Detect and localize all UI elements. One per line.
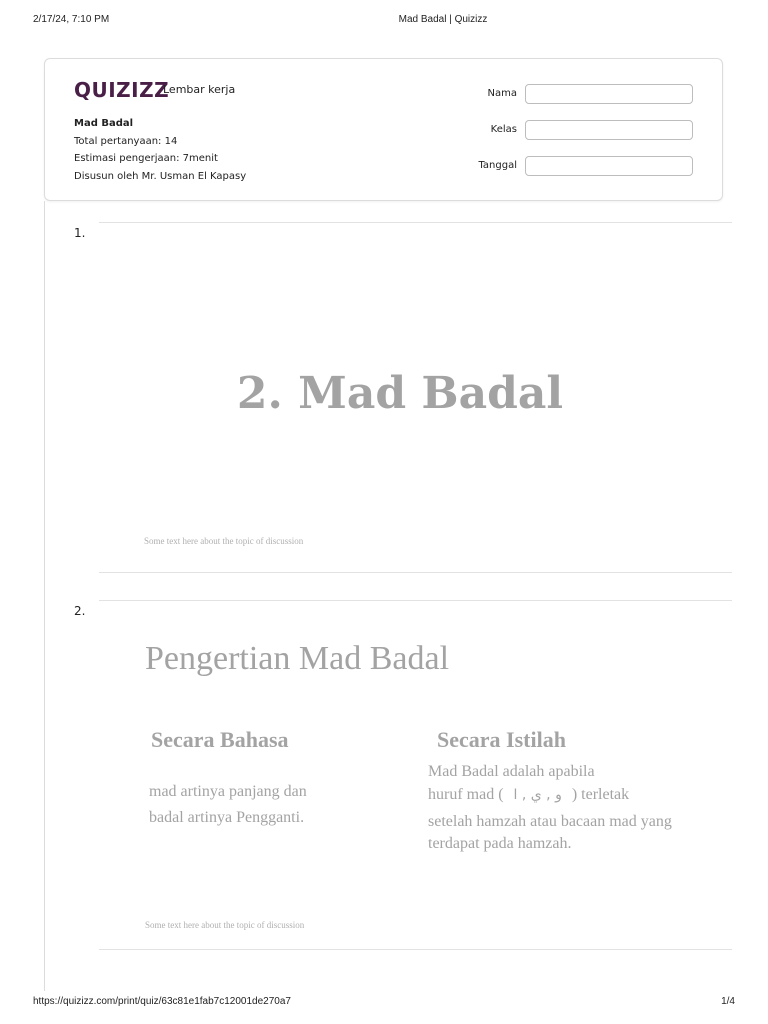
author: Disusun oleh Mr. Usman El Kapasy	[74, 170, 247, 182]
name-input[interactable]	[525, 84, 693, 104]
quiz-meta	[74, 115, 246, 185]
print-page-number: 1/4	[721, 996, 735, 1007]
slide-bottom-border	[99, 572, 732, 573]
worksheet-label: Lembar kerja	[163, 83, 236, 96]
slide-caption: Some text here about the topic of discussion	[144, 536, 304, 546]
text-line: mad artinya panjang dan	[149, 783, 307, 800]
slide-title: Pengertian Mad Badal	[145, 640, 450, 677]
left-margin-rule	[44, 201, 45, 991]
text-line: terdapat pada hamzah.	[428, 835, 572, 852]
slide-title: 2. Mad Badal	[236, 368, 564, 419]
text-fragment: huruf mad (	[428, 786, 504, 803]
slide-caption: Some text here about the topic of discussion	[145, 920, 305, 930]
column-heading-bahasa: Secara Bahasa	[151, 727, 289, 752]
print-url: https://quizizz.com/print/quiz/63c81e1fab7c12001de270a7	[33, 996, 291, 1007]
column-text-bahasa	[149, 779, 307, 831]
date-label: Tanggal	[478, 160, 517, 171]
text-line: Mad Badal adalah apabila	[428, 763, 595, 780]
question-number: 2.	[74, 604, 86, 618]
question-number: 1.	[74, 226, 86, 240]
arabic-letters: و , ي , ا	[513, 787, 562, 803]
estimated-time: Estimasi pengerjaan: 7menit	[74, 153, 218, 164]
text-line: badal artinya Pengganti.	[149, 809, 305, 826]
total-questions: Total pertanyaan: 14	[74, 135, 178, 147]
slide-top-border	[99, 222, 732, 223]
print-page-title: Mad Badal | Quizizz	[398, 14, 488, 25]
quizizz-logo: QUIZIZZ	[74, 78, 170, 102]
print-footer	[0, 996, 768, 1010]
column-heading-istilah: Secara Istilah	[437, 727, 566, 752]
print-header	[0, 14, 768, 30]
class-label: Kelas	[490, 124, 517, 135]
slide-bottom-border	[99, 949, 732, 950]
name-label: Nama	[487, 88, 517, 99]
text-fragment: ) terletak	[571, 786, 630, 803]
slide-top-border	[99, 600, 732, 601]
text-line	[428, 786, 629, 804]
date-input[interactable]	[525, 156, 693, 176]
print-datetime: 2/17/24, 7:10 PM	[33, 14, 110, 25]
text-line: setelah hamzah atau bacaan mad yang	[428, 813, 672, 830]
class-input[interactable]	[525, 120, 693, 140]
worksheet-header-card	[44, 58, 723, 201]
quiz-title: Mad Badal	[74, 118, 134, 129]
